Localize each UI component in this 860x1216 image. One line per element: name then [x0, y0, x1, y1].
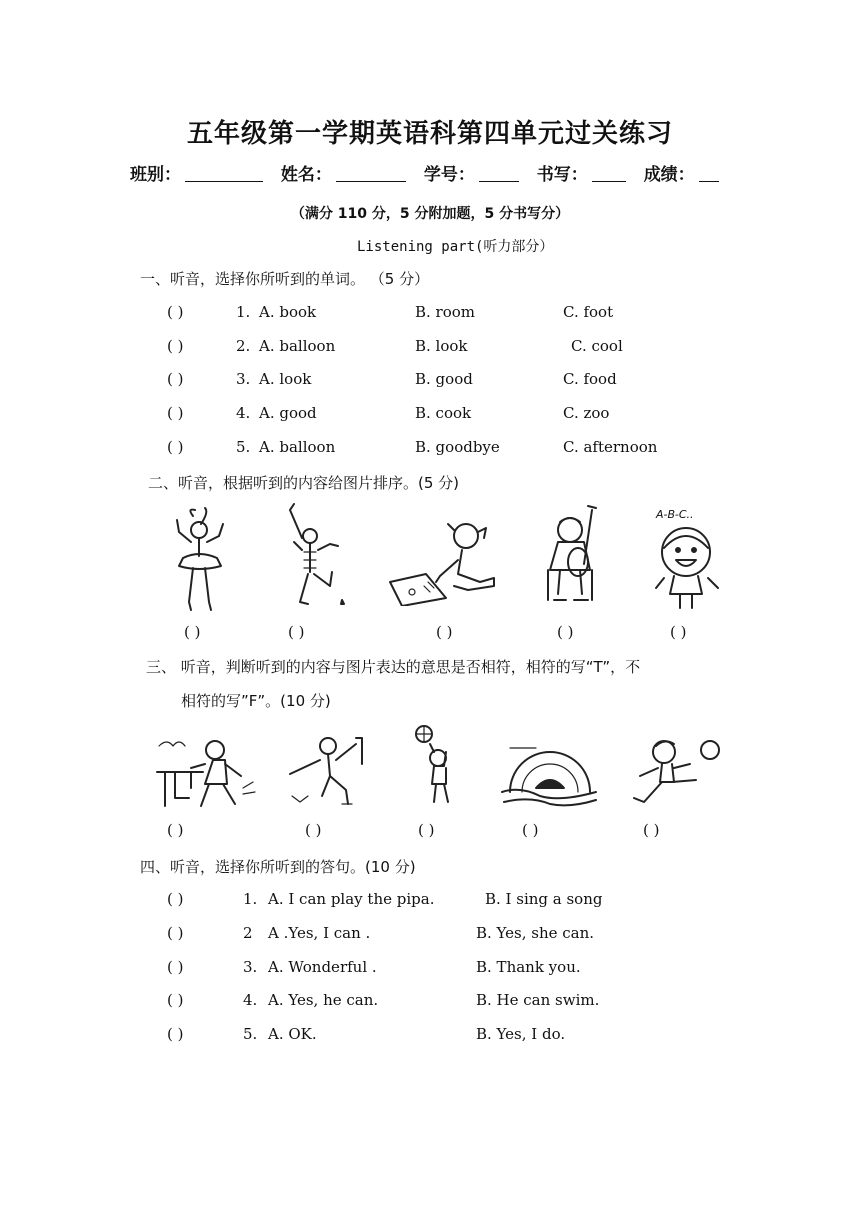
option-a: A. OK. — [268, 1025, 317, 1043]
section2-heading: 二、听音，根据听到的内容给图片排序。(5 分) — [148, 474, 460, 492]
option-a: A. Wonderful . — [268, 958, 377, 976]
student-info-line — [130, 160, 719, 185]
id-blank[interactable] — [479, 163, 519, 182]
class-label: 班别： — [130, 165, 181, 185]
drawing-girl-icon — [388, 516, 504, 606]
option-c: C. food — [563, 370, 617, 388]
answer-paren[interactable]: ( ) — [643, 821, 660, 839]
option-b: B. Yes, I do. — [476, 1025, 566, 1043]
answer-paren[interactable]: ( ) — [167, 337, 184, 355]
ballet-dancer-icon — [165, 506, 235, 614]
option-c: C. cool — [571, 337, 623, 355]
answer-paren[interactable]: ( ) — [167, 958, 184, 976]
answer-paren[interactable]: ( ) — [167, 1025, 184, 1043]
item-number: 5. — [243, 1025, 258, 1043]
option-b: B. cook — [415, 404, 472, 422]
class-blank[interactable] — [185, 163, 263, 182]
answer-paren[interactable]: ( ) — [184, 623, 201, 641]
answer-paren[interactable]: ( ) — [288, 623, 305, 641]
swimming-boy-icon — [500, 746, 600, 808]
score-note: （满分 110 分，5 分附加题，5 分书写分） — [290, 206, 570, 222]
option-a: A. Yes, he can. — [268, 991, 379, 1009]
option-b: B. room — [415, 303, 476, 321]
writing-blank[interactable] — [592, 163, 626, 182]
abc-text: A-B-C.. — [656, 508, 694, 521]
basketball-boy-icon — [410, 724, 466, 808]
option-b: B. Thank you. — [476, 958, 581, 976]
answer-paren[interactable]: ( ) — [167, 991, 184, 1009]
option-a: A .Yes, I can . — [268, 924, 371, 942]
name-label: 姓名： — [280, 165, 332, 185]
answer-paren[interactable]: ( ) — [167, 438, 184, 456]
answer-paren[interactable]: ( ) — [305, 821, 322, 839]
option-a: A. balloon — [259, 438, 336, 456]
option-a: A. look — [259, 370, 312, 388]
page-title: 五年级第一学期英语科第四单元过关练习 — [186, 119, 673, 149]
answer-paren[interactable]: ( ) — [167, 890, 184, 908]
item-number: 1. — [243, 890, 258, 908]
answer-paren[interactable]: ( ) — [167, 370, 184, 388]
section3-heading: 三、 听音，判断听到的内容与图片表达的意思是否相符，相符的写“T”，不 — [146, 658, 641, 676]
name-blank[interactable] — [336, 163, 406, 182]
answer-paren[interactable]: ( ) — [670, 623, 687, 641]
option-b: B. Yes, she can. — [476, 924, 595, 942]
item-number: 3. — [236, 370, 251, 388]
item-number: 2. — [236, 337, 251, 355]
option-b: B. I sing a song — [485, 890, 603, 908]
kung-fu-boy-icon — [280, 502, 350, 614]
item-number: 2 — [243, 924, 253, 942]
skating-boy-icon — [286, 734, 368, 810]
option-a: A. good — [259, 404, 317, 422]
id-label: 学号： — [423, 165, 475, 185]
option-c: C. zoo — [563, 404, 610, 422]
answer-paren[interactable]: ( ) — [557, 623, 574, 641]
item-number: 5. — [236, 438, 251, 456]
option-b: B. goodbye — [415, 438, 500, 456]
football-boy-icon — [630, 736, 722, 810]
item-number: 3. — [243, 958, 258, 976]
item-number: 4. — [243, 991, 258, 1009]
answer-paren[interactable]: ( ) — [167, 303, 184, 321]
pipa-girl-icon — [540, 504, 610, 610]
option-b: B. He can swim. — [476, 991, 600, 1009]
option-b: B. good — [415, 370, 473, 388]
option-b: B. look — [415, 337, 468, 355]
option-c: C. afternoon — [563, 438, 658, 456]
option-a: A. I can play the pipa. — [268, 890, 435, 908]
item-number: 4. — [236, 404, 251, 422]
option-c: C. foot — [563, 303, 614, 321]
singing-girl-icon — [650, 508, 726, 614]
option-a: A. book — [259, 303, 317, 321]
item-number: 1. — [236, 303, 251, 321]
answer-paren[interactable]: ( ) — [167, 924, 184, 942]
answer-paren[interactable]: ( ) — [522, 821, 539, 839]
answer-paren[interactable]: ( ) — [167, 404, 184, 422]
section3-heading-line2: 相符的写”F”。(10 分) — [181, 692, 331, 710]
ping-pong-boy-icon — [155, 736, 259, 812]
answer-paren[interactable]: ( ) — [418, 821, 435, 839]
writing-label: 书写： — [536, 165, 588, 185]
option-a: A. balloon — [259, 337, 336, 355]
score-blank[interactable] — [699, 163, 719, 182]
answer-paren[interactable]: ( ) — [436, 623, 453, 641]
score-label: 成绩： — [643, 165, 695, 185]
section4-heading: 四、听音，选择你所听到的答句。(10 分) — [140, 858, 416, 876]
answer-paren[interactable]: ( ) — [167, 821, 184, 839]
listening-heading: Listening part(听力部分） — [357, 239, 554, 255]
section1-heading: 一、听音，选择你所听到的单词。 （5 分） — [140, 270, 430, 288]
